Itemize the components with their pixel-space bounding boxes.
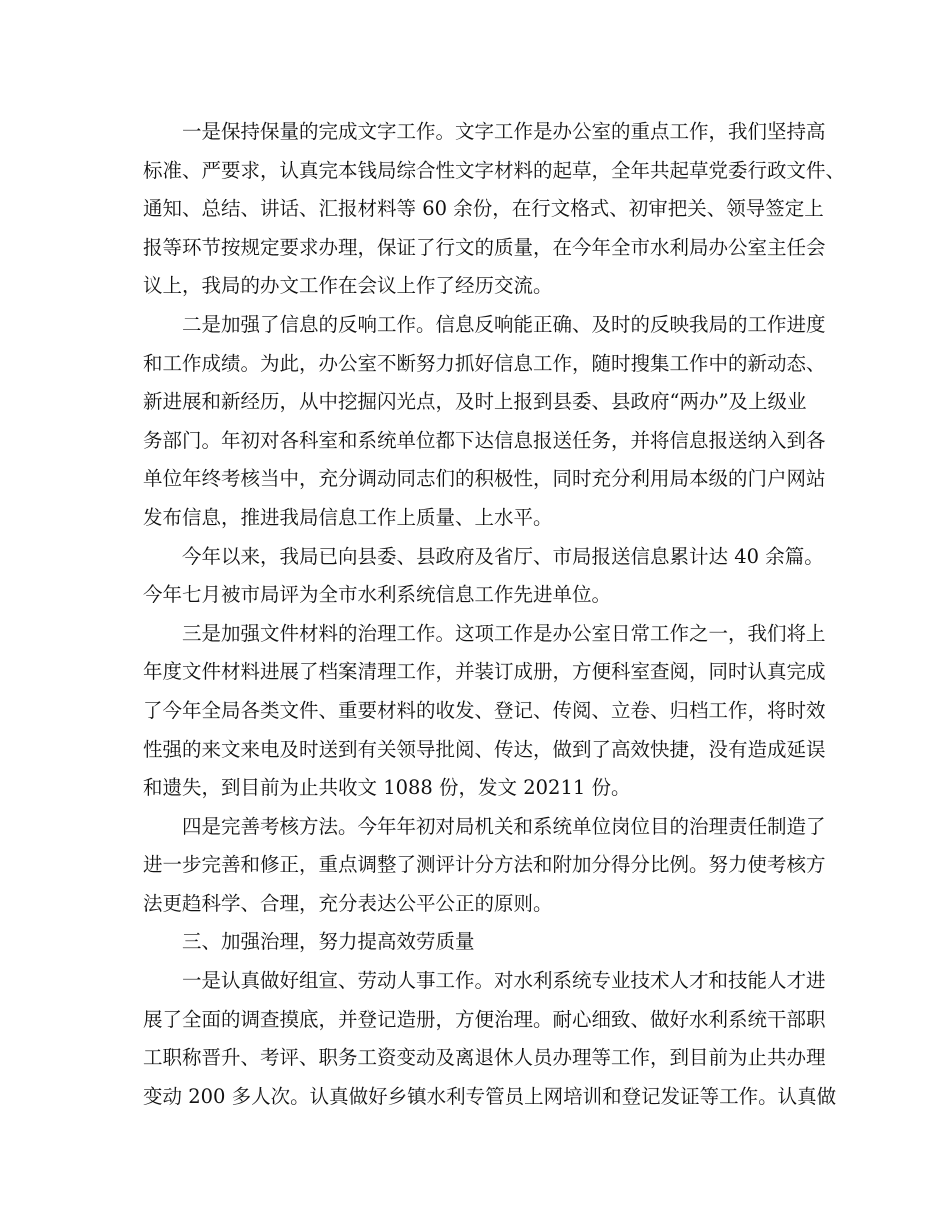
text-line: 新进展和新经历，从中挖掘闪光点，及时上报到县委、县政府“两办”及上级业 (143, 390, 807, 414)
text-line: 三是加强文件材料的治理工作。这项工作是办公室日常工作之一，我们将上 (182, 621, 826, 645)
text-line: 展了全面的调查摸底，并登记造册，方便治理。耐心细致、做好水利系统干部职 (143, 1007, 826, 1031)
text-line: 报等环节按规定要求办理，保证了行文的质量，在今年全市水利局办公室主任会 (143, 235, 826, 259)
text-line: 了今年全局各类文件、重要材料的收发、登记、传阅、立卷、归档工作，将时效 (143, 698, 826, 722)
text-line: 一是保持保量的完成文字工作。文字工作是办公室的重点工作，我们坚持高 (182, 120, 826, 143)
text-line: 今年以来，我局已向县委、县政府及省厅、市局报送信息累计达 40 余篇。 (182, 544, 824, 568)
text-line: 三、加强治理，努力提高效劳质量 (182, 930, 475, 954)
document-text-lines (143, 113, 846, 1116)
text-line: 议上，我局的办文工作在会议上作了经历交流。 (143, 274, 553, 298)
text-line: 一是认真做好组宣、劳动人事工作。对水利系统专业技术人才和技能人才进 (182, 969, 826, 993)
text-line: 通知、总结、讲话、汇报材料等 60 余份，在行文格式、初审把关、领导签定上 (143, 197, 824, 221)
text-line: 和遗失，到目前为止共收文 1088 份，发文 20211 份。 (143, 776, 631, 800)
text-line: 四是完善考核方法。今年年初对局机关和系统单位岗位目的治理责任制造了 (182, 814, 826, 838)
document-body (143, 113, 846, 1116)
text-line: 和工作成绩。为此，办公室不断努力抓好信息工作，随时搜集工作中的新动态、 (143, 351, 826, 375)
text-line: 二是加强了信息的反响工作。信息反响能正确、及时的反映我局的工作进度 (182, 312, 826, 336)
text-line: 法更趋科学、合理，充分表达公平公正的原则。 (143, 891, 553, 915)
text-line: 变动 200 多人次。认真做好乡镇水利专管员上网培训和登记发证等工作。认真做 (143, 1084, 837, 1108)
text-line: 标准、严要求，认真完本钱局综合性文字材料的起草，全年共起草党委行政文件、 (143, 158, 846, 182)
text-line: 今年七月被市局评为全市水利系统信息工作先进单位。 (143, 583, 612, 607)
text-line: 单位年终考核当中，充分调动同志们的积极性，同时充分利用局本级的门户网站 (143, 467, 826, 491)
text-line: 进一步完善和修正，重点调整了测评计分方法和附加分得分比例。努力使考核方 (143, 853, 826, 877)
text-line: 性强的来文来电及时送到有关领导批阅、传达，做到了高效快捷，没有造成延误 (143, 737, 826, 761)
text-line: 发布信息，推进我局信息工作上质量、上水平。 (143, 505, 553, 529)
text-line: 年度文件材料进展了档案清理工作，并装订成册，方便科室查阅，同时认真完成 (143, 660, 826, 684)
text-line: 务部门。年初对各科室和系统单位都下达信息报送任务，并将信息报送纳入到各 (143, 428, 826, 452)
text-line: 工职称晋升、考评、职务工资变动及离退休人员办理等工作，到目前为止共办理 (143, 1046, 826, 1070)
